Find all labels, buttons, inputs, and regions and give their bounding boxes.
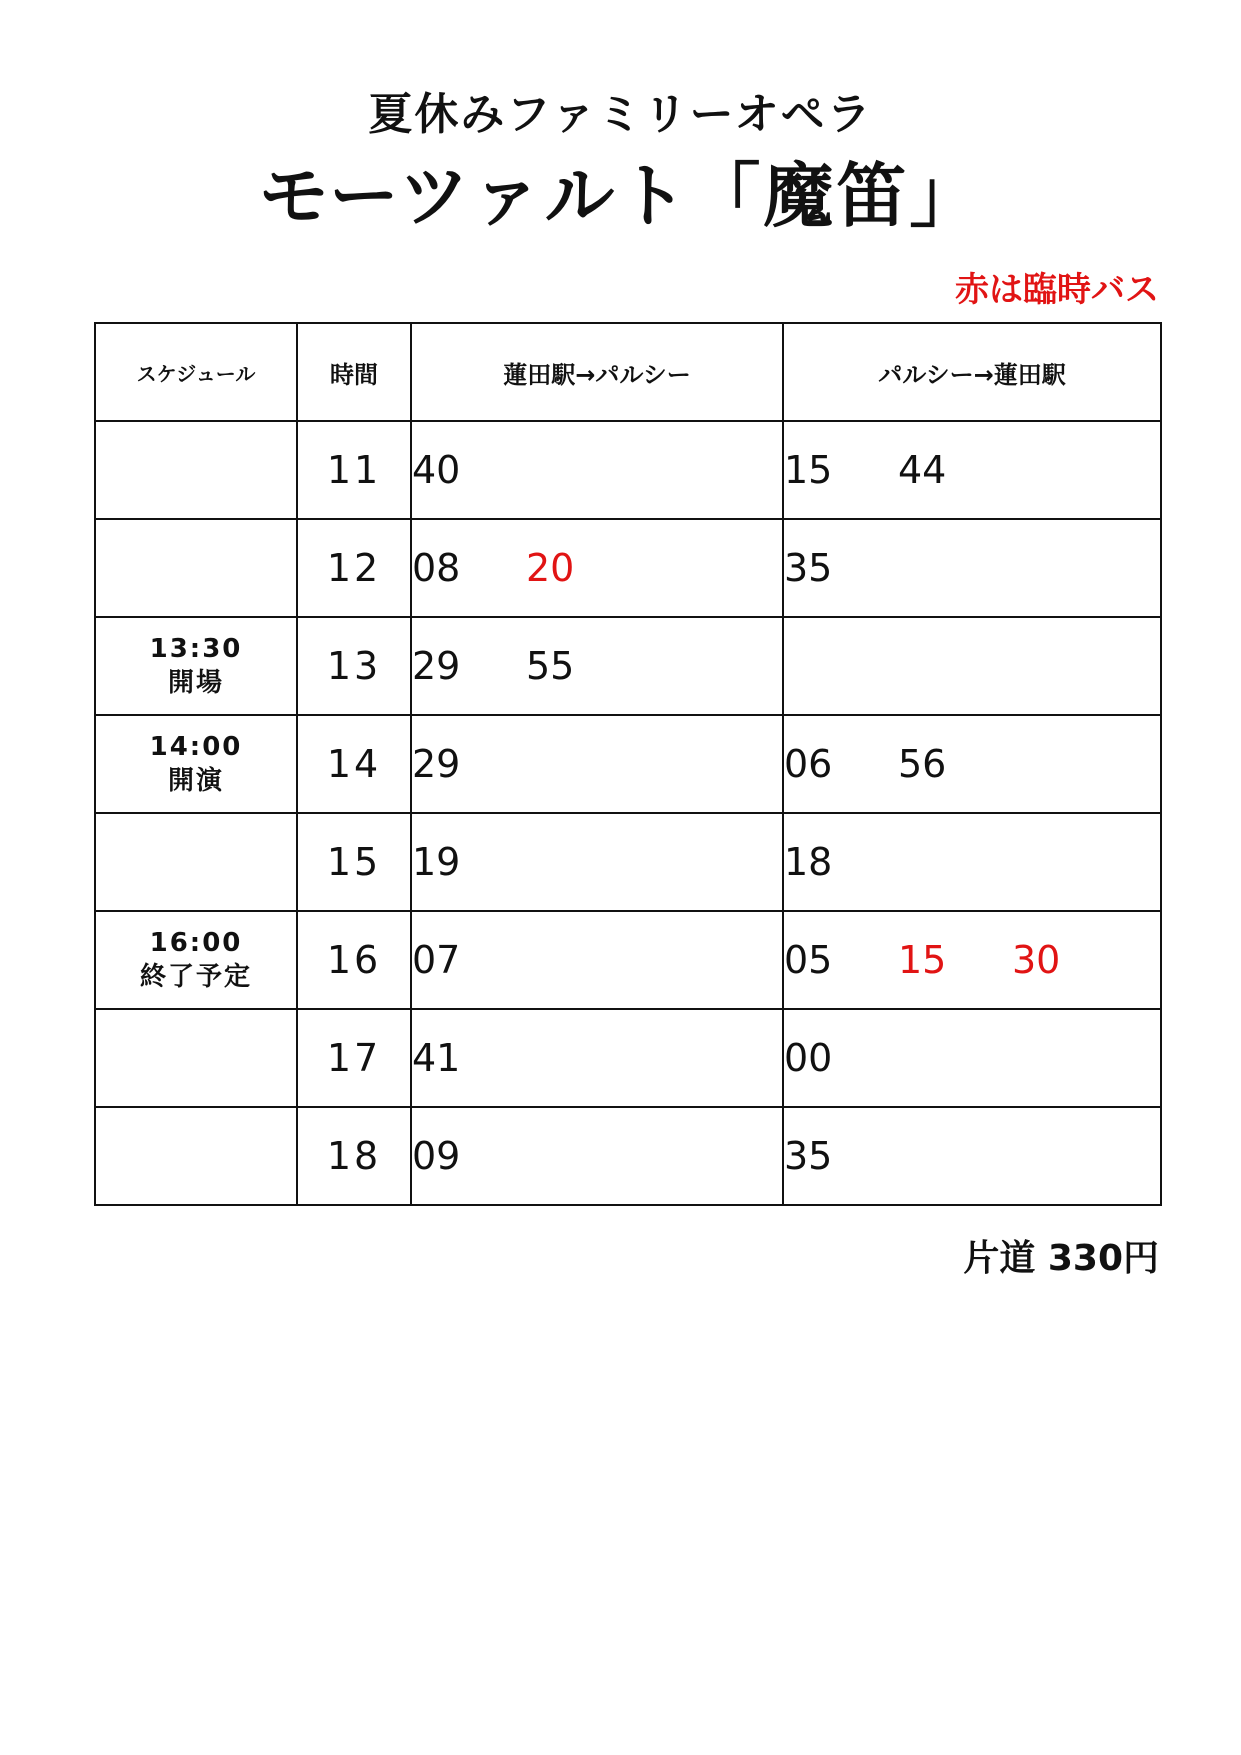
hour-cell: 17 — [297, 1009, 411, 1107]
departure-minute: 00 — [784, 1036, 833, 1080]
special-departure-minute: 30 — [1012, 938, 1061, 982]
table-row — [95, 911, 1161, 1009]
bus-timetable — [94, 322, 1162, 1206]
departures-to-parsy — [411, 519, 783, 617]
schedule-time: 13:30 — [149, 634, 243, 664]
departure-minute: 15 — [784, 448, 833, 492]
hour-cell: 13 — [297, 617, 411, 715]
departures-to-hasuda — [783, 617, 1161, 715]
departures-to-hasuda — [783, 911, 1161, 1009]
schedule-cell — [95, 911, 297, 1009]
hour-cell: 12 — [297, 519, 411, 617]
schedule-event: 終了予定 — [139, 962, 252, 992]
hour-cell: 14 — [297, 715, 411, 813]
departure-minute: 18 — [784, 840, 833, 884]
schedule-time: 16:00 — [149, 928, 243, 958]
table-row — [95, 421, 1161, 519]
hour-cell: 11 — [297, 421, 411, 519]
schedule-time: 14:00 — [149, 732, 243, 762]
table-row — [95, 519, 1161, 617]
departures-to-parsy — [411, 813, 783, 911]
header-to-hasuda: パルシー→蓮田駅 — [783, 323, 1161, 421]
departure-minute: 44 — [898, 448, 947, 492]
table-header-row — [95, 323, 1161, 421]
schedule-cell — [95, 1107, 297, 1205]
table-row — [95, 715, 1161, 813]
departures-to-hasuda — [783, 1009, 1161, 1107]
schedule-cell — [95, 519, 297, 617]
schedule-cell — [95, 421, 297, 519]
table-row — [95, 813, 1161, 911]
departures-to-hasuda — [783, 421, 1161, 519]
departure-minute: 06 — [784, 742, 833, 786]
schedule-cell — [95, 1009, 297, 1107]
departure-minute: 35 — [784, 1134, 833, 1178]
departure-minute: 35 — [784, 546, 833, 590]
departure-minute: 41 — [412, 1036, 461, 1080]
departures-to-parsy — [411, 1009, 783, 1107]
hour-cell: 16 — [297, 911, 411, 1009]
schedule-cell — [95, 617, 297, 715]
departures-to-hasuda — [783, 813, 1161, 911]
departures-to-parsy — [411, 911, 783, 1009]
schedule-event: 開演 — [167, 766, 224, 796]
timetable-body — [95, 421, 1161, 1205]
departure-minute: 29 — [412, 742, 461, 786]
departures-to-hasuda — [783, 1107, 1161, 1205]
departures-to-parsy — [411, 715, 783, 813]
departures-to-hasuda — [783, 715, 1161, 813]
table-row — [95, 617, 1161, 715]
table-row — [95, 1009, 1161, 1107]
schedule-cell — [95, 715, 297, 813]
header-to-parsy: 蓮田駅→パルシー — [411, 323, 783, 421]
fare-note: 片道 330円 — [963, 1238, 1159, 1279]
departure-minute: 19 — [412, 840, 461, 884]
header-hour: 時間 — [297, 323, 411, 421]
special-bus-legend: 赤は臨時バス — [955, 270, 1159, 310]
departure-minute: 29 — [412, 644, 461, 688]
departure-minute: 05 — [784, 938, 833, 982]
departure-minute: 08 — [412, 546, 461, 590]
hour-cell: 18 — [297, 1107, 411, 1205]
departure-minute: 56 — [898, 742, 947, 786]
special-departure-minute: 15 — [898, 938, 947, 982]
special-departure-minute: 20 — [526, 546, 575, 590]
departure-minute: 07 — [412, 938, 461, 982]
departures-to-hasuda — [783, 519, 1161, 617]
departure-minute: 09 — [412, 1134, 461, 1178]
schedule-cell — [95, 813, 297, 911]
departure-minute: 55 — [526, 644, 575, 688]
header-schedule: スケジュール — [95, 323, 297, 421]
page-subtitle: 夏休みファミリーオペラ — [368, 89, 873, 140]
table-row — [95, 1107, 1161, 1205]
departures-to-parsy — [411, 617, 783, 715]
departures-to-parsy — [411, 421, 783, 519]
page-title: モーツァルト「魔笛」 — [258, 155, 983, 237]
departure-minute: 40 — [412, 448, 461, 492]
departures-to-parsy — [411, 1107, 783, 1205]
hour-cell: 15 — [297, 813, 411, 911]
schedule-event: 開場 — [167, 668, 224, 698]
